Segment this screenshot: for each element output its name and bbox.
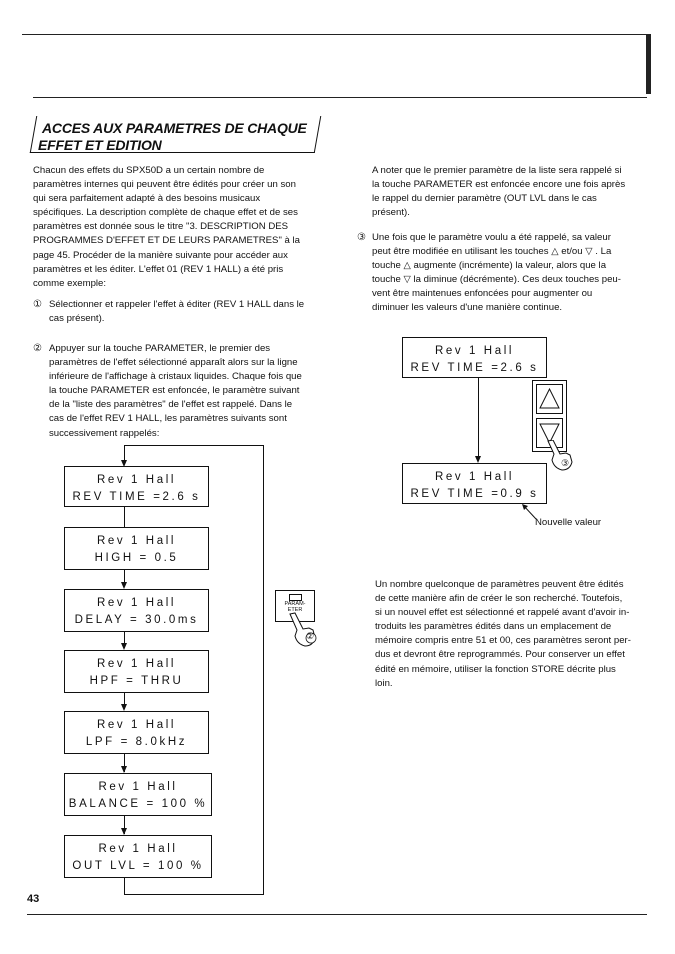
lcd-line2: HIGH = 0.5 — [94, 552, 179, 564]
text-line: cas présent). — [49, 313, 105, 325]
lcd-line2: LPF = 8.0kHz — [85, 736, 188, 748]
text-line: vent être maintenues enfoncées pour augmenter ou — [372, 288, 593, 300]
arrow-down-icon — [121, 704, 127, 711]
text-line: inférieure de l'affichage à cristaux liquides. Chaque fois que — [49, 371, 302, 383]
text-line: le rappel du dernier paramètre (OUT LVL dans le cas — [372, 193, 597, 205]
lcd-line1: Rev 1 Hall — [96, 474, 177, 486]
text-line: Une fois que le paramètre voulu a été rappelé, sa valeur — [372, 232, 611, 243]
lcd-out-lvl — [64, 835, 212, 878]
text-line: la touche PARAMETER est enfoncée encore une fois après — [372, 179, 626, 191]
page-number: 43 — [27, 893, 40, 905]
loop-bottom-line — [124, 894, 264, 895]
text-line: paramètres de l'effet sélectionné apparaît alors sur la ligne — [49, 357, 298, 369]
text-line: édité en mémoire, utiliser la fonction STORE décrite plus — [375, 663, 616, 675]
header-rule — [33, 97, 647, 98]
text-line: Sélectionner et rappeler l'effet à éditer (REV 1 HALL dans le — [49, 299, 305, 310]
text-line: touche △ augmente (incrémente) la valeur, alors que la — [372, 260, 607, 272]
intro-paragraph — [33, 164, 324, 291]
lcd-hpf — [64, 650, 209, 693]
updown-callout: ③ — [561, 458, 570, 468]
lcd-high — [64, 527, 209, 570]
text-line: de la "liste des paramètres" de l'effet est rappelé. Dans le — [49, 399, 293, 411]
text-line: touche ▽ la diminue (décrémente). Ces deux touches peu- — [372, 274, 621, 286]
lcd-line1: Rev 1 Hall — [96, 535, 177, 547]
text-line: Appuyer sur la touche PARAMETER, le premier des — [49, 343, 271, 354]
text-line: paramètres est donnée sous le titre "3. DESCRIPTION DES — [33, 221, 289, 233]
text-line: spécifiques. La description complète de chaque effet et de ses — [33, 207, 298, 219]
step2-number: ② — [33, 343, 42, 354]
lcd-line2: OUT LVL = 100 % — [72, 860, 204, 872]
closing-paragraph — [375, 578, 650, 691]
loop-top-line — [124, 445, 264, 446]
text-line: diminuer les valeurs d'une manière continue. — [372, 302, 563, 314]
text-line: si un nouvel effet est sélectionné et rappelé avant d'avoir in- — [375, 607, 630, 619]
text-line: Un nombre quelconque de paramètres peuvent être édités — [375, 579, 624, 590]
lcd-line2: REV TIME =2.6 s — [72, 491, 201, 503]
lcd-line1: Rev 1 Hall — [98, 781, 178, 793]
text-line: page 45. Procéder de la manière suivante pour accéder aux — [33, 249, 288, 261]
pointing-hand-icon — [285, 612, 325, 652]
lcd-before-edit — [402, 337, 547, 378]
text-line: dus et devront être reprogrammés. Pour conserver un effet — [375, 649, 625, 661]
section-title-line2: EFFET ET EDITION — [38, 137, 162, 153]
text-line: la touche PARAMETER est enfoncée, le paramètre suivant — [49, 385, 300, 397]
lcd-balance — [64, 773, 212, 816]
new-value-label: Nouvelle valeur — [535, 517, 602, 528]
step3-number: ③ — [357, 232, 366, 243]
connector — [124, 878, 125, 895]
lcd-line1: Rev 1 Hall — [98, 843, 178, 855]
text-line: paramètres internes qui peuvent être édités pour créer un son — [33, 179, 296, 191]
lcd-line2: BALANCE = 100 % — [68, 798, 208, 810]
up-triangle-icon[interactable] — [536, 384, 563, 414]
lcd-after-edit — [402, 463, 547, 504]
lcd-line1: Rev 1 Hall — [96, 658, 177, 670]
lcd-line1: Rev 1 Hall — [434, 345, 515, 357]
loop-right-line — [263, 445, 264, 895]
step1-number: ① — [33, 299, 42, 310]
step2-text — [49, 342, 325, 441]
text-line: troduits les paramètres édités dans un emplacement de — [375, 621, 612, 633]
connector — [124, 507, 125, 527]
text-line: mémoire compris entre 51 et 00, ces paramètres seront per- — [375, 635, 631, 647]
top-rule — [22, 34, 650, 35]
arrow-down-icon — [121, 582, 127, 589]
lcd-line1: Rev 1 Hall — [96, 719, 177, 731]
text-line: PROGRAMMES D'EFFET ET DE LEURS PARAMETRES" à la — [33, 235, 300, 247]
text-line: A noter que le premier paramètre de la liste sera rappelé si — [372, 165, 622, 176]
lcd-line2: HPF = THRU — [89, 675, 184, 687]
connector — [478, 378, 479, 458]
text-line: successivement rappelés: — [49, 427, 160, 439]
arrow-down-icon — [121, 828, 127, 835]
param-callout: ② — [306, 631, 315, 641]
lcd-line2: REV TIME =2.6 s — [410, 362, 539, 374]
text-line: Chacun des effets du SPX50D a un certain nombre de — [33, 165, 265, 176]
step3-text — [372, 231, 650, 316]
note-paragraph — [372, 164, 650, 220]
lcd-line1: Rev 1 Hall — [96, 597, 177, 609]
param-button-label: PARAM- ETER — [284, 601, 306, 613]
lcd-delay — [64, 589, 209, 632]
text-line: peut être modifiée en utilisant les touches △ et/ou ▽ . La — [372, 246, 612, 258]
text-line: paramètres et les éditer. L'effet 01 (REV 1 HALL) a été pris — [33, 263, 284, 275]
section-title-line1: ACCES AUX PARAMETRES DE CHAQUE — [42, 120, 307, 136]
text-line: loin. — [375, 677, 393, 689]
lcd-line2: REV TIME =0.9 s — [410, 488, 539, 500]
lcd-lpf — [64, 711, 209, 754]
lcd-line1: Rev 1 Hall — [434, 471, 515, 483]
param-button-icon — [289, 594, 302, 601]
arrow-down-icon — [475, 456, 481, 463]
arrow-down-icon — [121, 766, 127, 773]
text-line: cas de l'effet REV 1 HALL, les paramètres suivants sont — [49, 413, 287, 425]
step1-text — [49, 298, 325, 326]
text-line: comme exemple: — [33, 277, 107, 289]
page-edge-mark — [646, 34, 651, 94]
lcd-rev-time — [64, 466, 209, 507]
text-line: qui sera parfaitement adapté à des besoins musicaux — [33, 193, 261, 205]
lcd-line2: DELAY = 30.0ms — [74, 614, 199, 626]
bottom-rule — [27, 914, 647, 915]
arrow-down-icon — [121, 643, 127, 650]
text-line: de cette manière afin de créer le son recherché. Toutefois, — [375, 593, 623, 605]
text-line: présent). — [372, 207, 410, 219]
